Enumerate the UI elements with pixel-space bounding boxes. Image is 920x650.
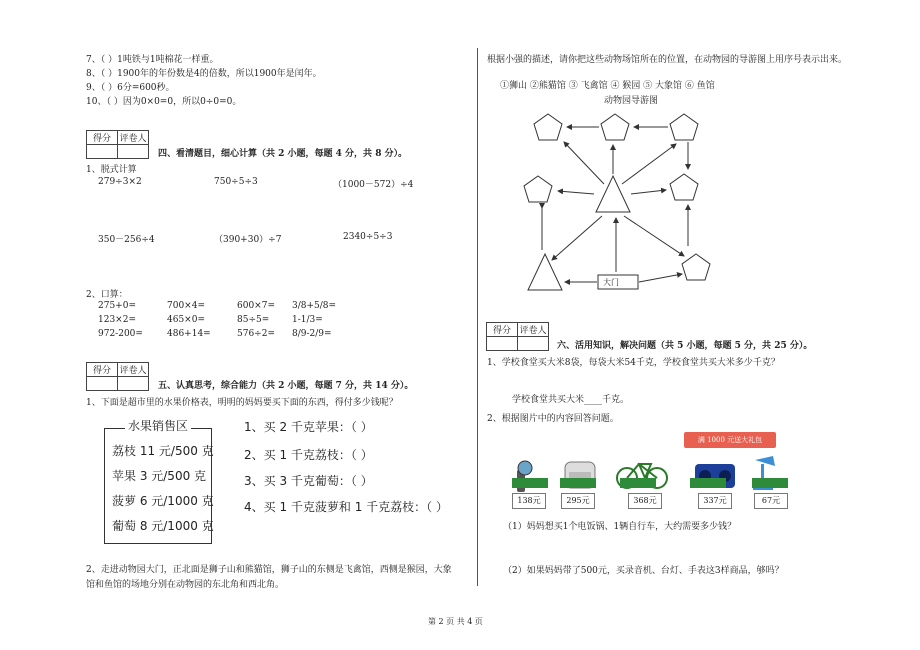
oral: 1-1/3= <box>292 315 323 325</box>
gate-label: 大门 <box>603 278 619 287</box>
map-intro: 根据小强的描述，请你把这些动物场馆所在的位置，在动物园的导游图上用序号表示出来。 <box>487 55 848 65</box>
buy-3: 3、买 3 千克葡萄：（ ） <box>244 474 373 488</box>
sec5-q2-line1: 2、走进动物园大门，正北面是狮子山和熊猫馆，狮子山的东侧是飞禽馆，西侧是猴园，大象 <box>86 565 452 575</box>
score-cell[interactable] <box>87 377 118 391</box>
oral: 700×4= <box>167 301 205 311</box>
oral: 600×7= <box>237 301 275 311</box>
tf-item-9: 9、（ ）6分=600秒。 <box>86 83 175 93</box>
oral: 486+14= <box>167 329 211 339</box>
venue-pentagon <box>601 114 629 140</box>
venue-pentagon <box>670 174 698 200</box>
venue-pentagon <box>524 176 552 202</box>
sub-question-2: （2）如果妈妈带了500元，买录音机、台灯、手表这3样商品，够吗？ <box>503 566 784 576</box>
section-4-title: 四、看清题目，细心计算（共 2 小题，每题 4 分，共 8 分）。 <box>158 149 408 159</box>
grader-label: 评卷人 <box>118 131 149 145</box>
price-tag: 368元 <box>628 493 662 509</box>
price-item: 葡萄 8 元/1000 克 <box>112 519 214 533</box>
buy-1: 1、买 2 千克苹果：（ ） <box>244 420 373 434</box>
venue-pentagon <box>682 254 710 280</box>
score-box-6 <box>486 322 549 351</box>
sec5-q2-line2: 馆和鱼馆的场地分别在动物园的东北角和西北角。 <box>86 580 285 590</box>
venue-list: ①狮山 ②熊猫馆 ③ 飞禽馆 ④ 猴园 ⑤ 大象馆 ⑥ 鱼馆 <box>500 81 715 91</box>
zoo-map <box>500 104 740 300</box>
section-6-title: 六、活用知识，解决问题（共 5 小题，每题 5 分，共 25 分）。 <box>557 341 813 351</box>
price-item: 苹果 3 元/500 克 <box>112 469 207 483</box>
buy-2: 2、买 1 千克荔枝：（ ） <box>244 448 373 462</box>
price-tag: 67元 <box>754 493 788 509</box>
shelf <box>560 478 596 488</box>
score-label: 得分 <box>87 131 118 145</box>
sec6-q1-answer: 学校食堂共买大米____千克。 <box>512 395 630 405</box>
grader-label: 评卷人 <box>518 323 549 337</box>
tf-item-8: 8、（ ）1900年的年份数是4的倍数，所以1900年是闰年。 <box>86 69 322 79</box>
buy-4: 4、买 1 千克菠萝和 1 千克荔枝：（ ） <box>244 500 448 514</box>
venue-pentagon <box>534 114 562 140</box>
score-box-5 <box>86 362 149 391</box>
map-title: 动物园导游图 <box>604 96 659 106</box>
oral: 8/9-2/9= <box>292 329 332 339</box>
score-label: 得分 <box>87 363 118 377</box>
oral: 3/8+5/8= <box>292 301 337 311</box>
calc-4: 350－256÷4 <box>98 235 155 245</box>
venue-pentagon <box>670 114 698 140</box>
q1-label: 1、脱式计算 <box>86 165 137 175</box>
calc-5: （390+30）÷7 <box>214 235 282 245</box>
score-cell[interactable] <box>87 145 118 159</box>
shelf <box>690 478 726 488</box>
sec5-q1: 1、下面是超市里的水果价格表，明明的妈妈要买下面的东西，得付多少钱呢？ <box>86 398 398 408</box>
shelf <box>512 478 548 488</box>
price-tag: 138元 <box>512 493 546 509</box>
shelf <box>620 478 656 488</box>
price-item: 菠萝 6 元/1000 克 <box>112 494 214 508</box>
calc-2: 750÷5÷3 <box>214 177 258 187</box>
oral: 85÷5= <box>237 315 270 325</box>
price-table-title: 水果销售区 <box>125 417 191 434</box>
calc-1: 279÷3×2 <box>98 177 142 187</box>
oral: 123×2= <box>98 315 136 325</box>
q2-label: 2、口算： <box>86 290 128 300</box>
price-tag: 337元 <box>698 493 732 509</box>
sec6-q2: 2、根据图片中的内容回答问题。 <box>487 414 619 424</box>
page-footer: 第 2 页 共 4 页 <box>428 617 483 626</box>
calc-6: 2340÷5÷3 <box>343 232 393 242</box>
column-divider <box>477 48 478 586</box>
price-tag: 295元 <box>561 493 595 509</box>
oral: 275+0= <box>98 301 136 311</box>
oral: 576÷2= <box>237 329 275 339</box>
oral: 465×0= <box>167 315 205 325</box>
score-label: 得分 <box>487 323 518 337</box>
promo-banner: 满 1000 元送大礼包 <box>684 432 776 448</box>
score-box-4 <box>86 130 149 159</box>
grader-cell[interactable] <box>118 377 149 391</box>
tf-item-10: 10、（ ）因为0×0=0，所以0÷0=0。 <box>86 97 242 107</box>
grader-cell[interactable] <box>518 337 549 351</box>
sec6-q1: 1、学校食堂买大米8袋，每袋大米54千克，学校食堂共买大米多少千克？ <box>487 358 780 368</box>
tf-item-7: 7、（ ）1吨铁与1吨棉花一样重。 <box>86 55 219 65</box>
sub-question-1: （1）妈妈想买1个电饭锅、1辆自行车，大约需要多少钱？ <box>503 522 737 532</box>
calc-3: （1000－572）÷4 <box>333 180 414 190</box>
section-5-title: 五、认真思考，综合能力（共 2 小题，每题 7 分，共 14 分）。 <box>158 381 414 391</box>
score-cell[interactable] <box>487 337 518 351</box>
shelf <box>752 478 788 488</box>
grader-cell[interactable] <box>118 145 149 159</box>
oral: 972-200= <box>98 329 143 339</box>
venue-triangle <box>528 254 562 290</box>
grader-label: 评卷人 <box>118 363 149 377</box>
price-item: 荔枝 11 元/500 克 <box>112 444 214 458</box>
